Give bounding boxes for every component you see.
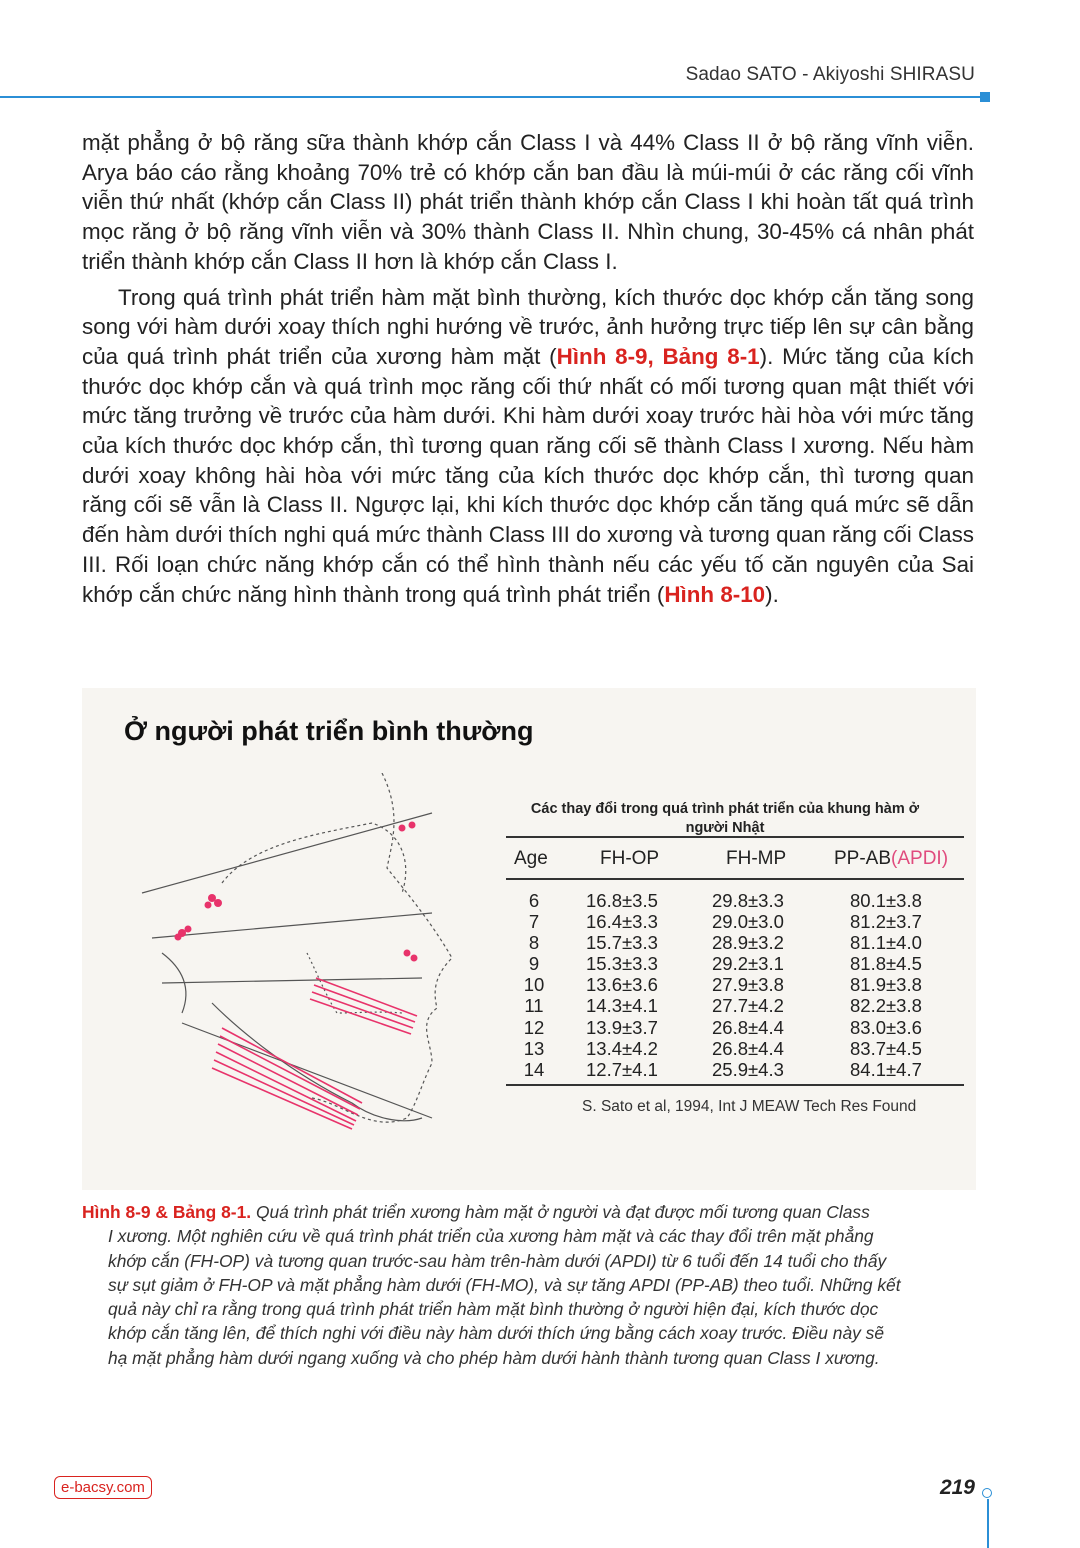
table-row bbox=[506, 1059, 964, 1080]
maxilla-outline bbox=[307, 953, 402, 1013]
table-caption-line-2: người Nhật bbox=[685, 820, 765, 836]
figure-reference-link-2[interactable]: Hình 8-10 bbox=[664, 581, 766, 607]
soft-tissue-profile bbox=[312, 773, 452, 1122]
cell-fh-op: 13.6±3.6 bbox=[586, 974, 658, 996]
cephalometric-tracing-drawing bbox=[102, 773, 502, 1173]
table-caption-line-1: Các thay đổi trong quá trình phát triển của khung hàm ở bbox=[530, 801, 920, 817]
table-body bbox=[506, 890, 964, 1080]
cell-age: 10 bbox=[523, 974, 545, 996]
cell-fh-op: 15.7±3.3 bbox=[586, 932, 658, 954]
cell-pp-ab: 80.1±3.8 bbox=[850, 890, 922, 911]
reference-line-pp bbox=[162, 978, 422, 983]
table-row bbox=[506, 1038, 964, 1059]
header-rule bbox=[0, 96, 980, 98]
caption-line: hạ mặt phẳng hàm dưới ngang xuống và cho phép hàm dưới hành thành tương quan Class I xương. bbox=[108, 1347, 880, 1368]
table-bottom-rule bbox=[506, 1084, 964, 1086]
cell-age: 7 bbox=[528, 911, 540, 933]
cranial-base-outline bbox=[222, 823, 406, 893]
cell-fh-mp: 27.7±4.2 bbox=[712, 995, 784, 1017]
cell-age: 11 bbox=[524, 995, 544, 1017]
cell-fh-mp: 29.8±3.3 bbox=[712, 890, 784, 911]
cell-fh-op: 13.4±4.2 bbox=[586, 1037, 658, 1059]
paragraph-2-part-b: ). Mức tăng của kích thước dọc khớp cắn và quá trình mọc răng cối thứ nhất có mối tương quan mật thiết với mức tăng trưởng về trước của hàm dưới. Khi hàm dưới xoay trước hài hòa với mức tăng của kích thước dọc khớp cắn, thì tương quan răng cối sẽ thành Class I xương. Nếu hàm dưới xoay không hài hòa với mức tăng của kích thước dọc khớp cắn, thì tương quan răng cối sẽ vẫn là Class II. Ngược lại, khi kích thước dọc khớp cắn tăng quá mức sẽ dẫn đến hàm dưới thích nghi quá mức thành Class III do xương và tương quan răng cối Class III. Rối loạn chức năng khớp cắn có thể hình thành nếu các yếu tố căn nguyên của Sai khớp cắn chức năng hình thành trong quá trình phát triển ( bbox=[82, 343, 975, 607]
table-caption bbox=[520, 800, 930, 838]
table-header-pp-ab bbox=[834, 848, 948, 870]
caption-line bbox=[82, 1200, 976, 1224]
table-header-rule bbox=[506, 878, 964, 880]
cell-pp-ab: 81.8±4.5 bbox=[850, 953, 922, 975]
cell-pp-ab: 83.0±3.6 bbox=[850, 1016, 922, 1038]
table-row bbox=[506, 995, 964, 1016]
caption-line: khớp cắn (FH-OP) và tương quan trước-sau hàm trên-hàm dưới (APDI) từ 6 tuổi đến 14 tuổi cho thấy bbox=[108, 1250, 887, 1271]
cell-fh-op: 12.7±4.1 bbox=[586, 1058, 658, 1080]
cell-age: 6 bbox=[528, 890, 540, 911]
cell-fh-op: 14.3±4.1 bbox=[586, 995, 658, 1017]
cell-fh-mp: 26.8±4.4 bbox=[712, 1016, 784, 1038]
cell-age: 12 bbox=[523, 1016, 545, 1038]
cell-age: 9 bbox=[528, 953, 540, 975]
caption-line: quả này chỉ ra rằng trong quá trình phát triển hàm mặt bình thường ở người hiện đại, kích thước dọc bbox=[108, 1299, 879, 1320]
website-badge-link[interactable]: e-bacsy.com bbox=[54, 1476, 152, 1499]
reference-line-fh bbox=[152, 913, 432, 938]
cell-fh-mp: 29.0±3.0 bbox=[712, 911, 784, 933]
cell-pp-ab: 82.2±3.8 bbox=[850, 995, 922, 1017]
cell-age: 8 bbox=[528, 932, 540, 954]
caption-label: Hình 8-9 & Bảng 8-1. bbox=[82, 1202, 252, 1222]
table-row bbox=[506, 953, 964, 974]
table-row bbox=[506, 932, 964, 953]
table-source: S. Sato et al, 1994, Int J MEAW Tech Res Found bbox=[582, 1098, 917, 1115]
table-header-apdi-label: (APDI) bbox=[891, 848, 949, 869]
cell-pp-ab: 81.1±4.0 bbox=[850, 932, 922, 954]
table-header-fh-op: FH-OP bbox=[600, 848, 660, 869]
table-row bbox=[506, 1017, 964, 1038]
cell-fh-mp: 27.9±3.8 bbox=[712, 974, 784, 996]
figure-caption bbox=[82, 1200, 976, 1370]
page-marker-dot-icon bbox=[982, 1488, 992, 1498]
table-header-fh-mp: FH-MP bbox=[726, 848, 787, 869]
cell-age: 14 bbox=[523, 1058, 545, 1080]
mandible-growth-vectors bbox=[212, 978, 417, 1129]
cell-fh-op: 16.4±3.3 bbox=[586, 911, 658, 933]
paragraph-1: mặt phẳng ở bộ răng sữa thành khớp cắn Class I và 44% Class II ở bộ răng vĩnh viễn. Arya báo cáo rằng khoảng 70% trẻ có khớp cắn ban đầu là múi-múi ở các răng cối vĩnh viễn thứ nhất (khớp cắn Class II) phát triển thành khớp cắn Class I khi hoàn tất quá trình mọc răng ở bộ răng vĩnh viễn và 30% thành Class II. Nhìn chung, 30-45% cá nhân phát triển thành khớp cắn Class II hơn là khớp cắn Class I. bbox=[82, 130, 974, 274]
cell-pp-ab: 84.1±4.7 bbox=[850, 1058, 922, 1080]
caption-line-text: Quá trình phát triển xương hàm mặt ở người và đạt được mối tương quan Class bbox=[251, 1202, 870, 1222]
landmark-dots bbox=[175, 822, 418, 962]
cell-fh-mp: 28.9±3.2 bbox=[712, 932, 784, 954]
page-number: 219 bbox=[939, 1476, 975, 1499]
table-top-rule bbox=[506, 836, 964, 838]
caption-line: sự sụt giảm ở FH-OP và mặt phẳng hàm dưới (FH-MO), và sự tăng APDI (PP-AB) theo tuổi. Những kết bbox=[108, 1274, 901, 1295]
caption-line: khớp cắn tăng lên, để thích nghi với điều này hàm dưới thích ứng bằng cách xoay trước. Điều này sẽ bbox=[108, 1323, 885, 1344]
header-rule-end-square bbox=[980, 92, 990, 102]
table-row bbox=[506, 911, 964, 932]
figure-8-9 bbox=[82, 688, 976, 1190]
paragraph-2 bbox=[82, 283, 974, 610]
page-marker-line bbox=[987, 1499, 989, 1548]
table-header-pp-ab-label: PP-AB bbox=[834, 848, 892, 869]
paragraph-2-part-a: Trong quá trình phát triển hàm mặt bình thường, kích thước dọc khớp cắn tăng song song với hàm dưới xoay thích nghi hướng về trước, ảnh hưởng trực tiếp lên sự cân bằng của quá trình phát triển của xương hàm mặt ( bbox=[82, 284, 974, 369]
table-row bbox=[506, 974, 964, 995]
cell-pp-ab: 81.2±3.7 bbox=[850, 911, 922, 933]
reference-line-sn bbox=[142, 813, 432, 893]
body-text bbox=[82, 128, 974, 615]
cell-fh-op: 15.3±3.3 bbox=[586, 953, 658, 975]
running-header-author: Sadao SATO - Akiyoshi SHIRASU bbox=[685, 64, 975, 85]
cell-fh-op: 13.9±3.7 bbox=[586, 1016, 658, 1038]
cell-pp-ab: 83.7±4.5 bbox=[850, 1037, 922, 1059]
cell-fh-mp: 26.8±4.4 bbox=[712, 1037, 784, 1059]
table-row bbox=[506, 890, 964, 911]
caption-line: I xương. Một nghiên cứu về quá trình phát triển của xương hàm mặt và các thay đổi trên mặt phẳng bbox=[108, 1226, 874, 1247]
cell-fh-op: 16.8±3.5 bbox=[586, 890, 658, 911]
cell-fh-mp: 29.2±3.1 bbox=[712, 953, 784, 975]
cell-fh-mp: 25.9±4.3 bbox=[712, 1058, 784, 1080]
figure-title: Ở người phát triển bình thường bbox=[124, 716, 534, 746]
figure-reference-link[interactable]: Hình 8-9, Bảng 8-1 bbox=[556, 343, 760, 369]
paragraph-2-part-c: ). bbox=[765, 581, 779, 607]
cell-age: 13 bbox=[523, 1037, 545, 1059]
cell-pp-ab: 81.9±3.8 bbox=[850, 974, 922, 996]
table-header-age: Age bbox=[514, 848, 548, 869]
